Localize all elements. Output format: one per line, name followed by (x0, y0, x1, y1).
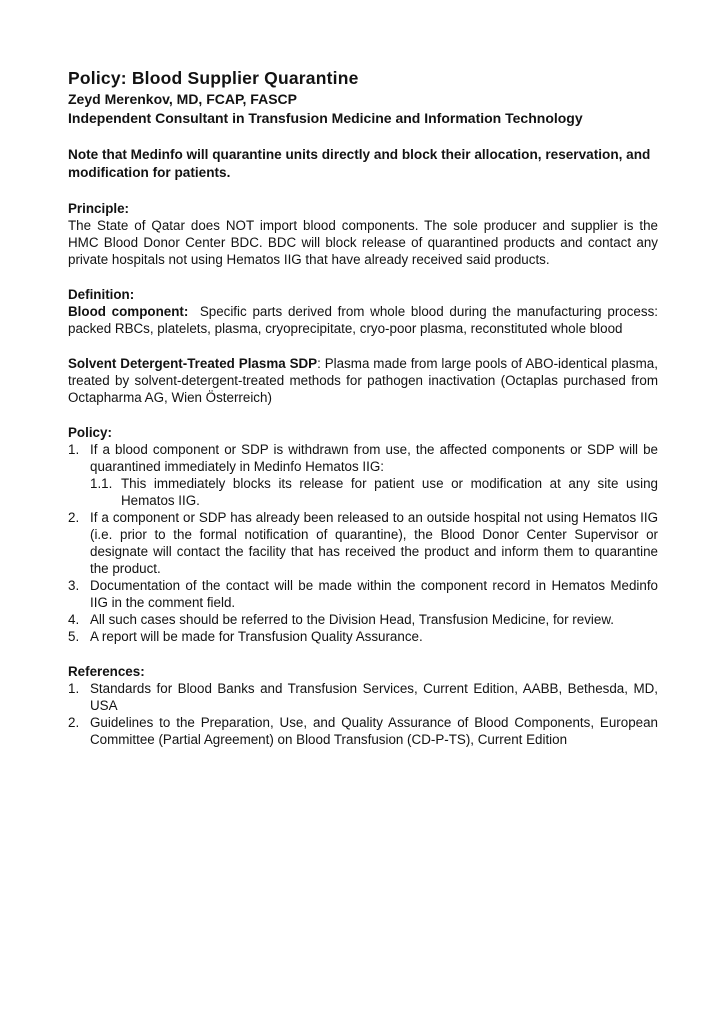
reference-item-2-text: Guidelines to the Preparation, Use, and Quality Assurance of Blood Components, European Committee (Partial Agreement) on Blood Transfusion (CD-P-TS), Current Edition (90, 715, 658, 747)
reference-item-2-number: 2. (68, 715, 80, 730)
section-principle (68, 200, 658, 268)
document-page (68, 66, 658, 748)
policy-item-4 (68, 611, 658, 628)
sdp-term: Solvent Detergent-Treated Plasma SDP (68, 356, 318, 371)
policy-item-3 (68, 577, 658, 611)
policy-item-1-number: 1. (68, 442, 80, 457)
policy-item-4-number: 4. (68, 612, 80, 627)
policy-subitem-1-1 (90, 475, 658, 509)
policy-item-5-text: A report will be made for Transfusion Quality Assurance. (90, 629, 423, 644)
definition-term: Blood component: (68, 304, 189, 319)
reference-item-1-text: Standards for Blood Banks and Transfusion Services, Current Edition, AABB, Bethesda, MD, USA (90, 681, 658, 713)
reference-item-1-number: 1. (68, 681, 80, 696)
reference-item-2 (68, 714, 658, 748)
doc-title: Policy: Blood Supplier Quarantine (68, 68, 359, 88)
principle-body: The State of Qatar does NOT import blood components. The sole producer and supplier is the HMC Blood Donor Center BDC. BDC will block release of quarantined products and contact any private hospitals not using Hematos IIG that have already received said products. (68, 218, 658, 267)
definition-body (68, 303, 658, 337)
section-definition (68, 286, 658, 337)
policy-item-5 (68, 628, 658, 645)
definition-heading: Definition: (68, 287, 135, 302)
policy-subitem-1-1-number: 1.1. (90, 476, 113, 491)
policy-item-2-number: 2. (68, 510, 80, 525)
policy-item-4-text: All such cases should be referred to the Division Head, Transfusion Medicine, for review. (90, 612, 614, 627)
doc-author: Zeyd Merenkov, MD, FCAP, FASCP (68, 91, 297, 107)
policy-item-2-text: If a component or SDP has already been released to an outside hospital not using Hematos IIG (i.e. prior to the formal notification of quarantine), the Blood Donor Center Supervisor or designate will contact the facility that has received the product and inform them to quarantine the product. (90, 510, 658, 576)
doc-subtitle: Independent Consultant in Transfusion Medicine and Information Technology (68, 110, 583, 126)
section-sdp-definition (68, 355, 658, 406)
section-references (68, 663, 658, 748)
principle-heading: Principle: (68, 201, 130, 216)
note-paragraph: Note that Medinfo will quarantine units directly and block their allocation, reservation, and modification for patients. (68, 147, 651, 180)
policy-item-3-number: 3. (68, 578, 80, 593)
references-heading: References: (68, 664, 145, 679)
policy-item-2 (68, 509, 658, 577)
definition-text: Specific parts derived from whole blood during the manufacturing process: packed RBCs, platelets, plasma, cryoprecipitate, cryo-poor plasma, reconstituted whole blood (68, 304, 658, 336)
policy-subitem-1-1-text: This immediately blocks its release for patient use or modification at any site using Hematos IIG. (121, 476, 658, 508)
reference-item-1 (68, 680, 658, 714)
policy-item-3-text: Documentation of the contact will be made within the component record in Hematos Medinfo IIG in the comment field. (90, 578, 658, 610)
policy-item-5-number: 5. (68, 629, 80, 644)
policy-heading: Policy: (68, 425, 112, 440)
policy-item-1 (68, 441, 658, 509)
policy-item-1-text: If a blood component or SDP is withdrawn from use, the affected components or SDP will be quarantined immediately in Medinfo Hematos IIG: (90, 442, 658, 474)
sdp-body (68, 355, 658, 406)
policy-item-1-body (90, 441, 658, 509)
section-policy (68, 424, 658, 645)
sdp-text: : Plasma made from large pools of ABO-identical plasma, treated by solvent-detergent-treated methods for pathogen inactivation (Octaplas purchased from Octapharma AG, Wien Österreich) (68, 356, 658, 405)
